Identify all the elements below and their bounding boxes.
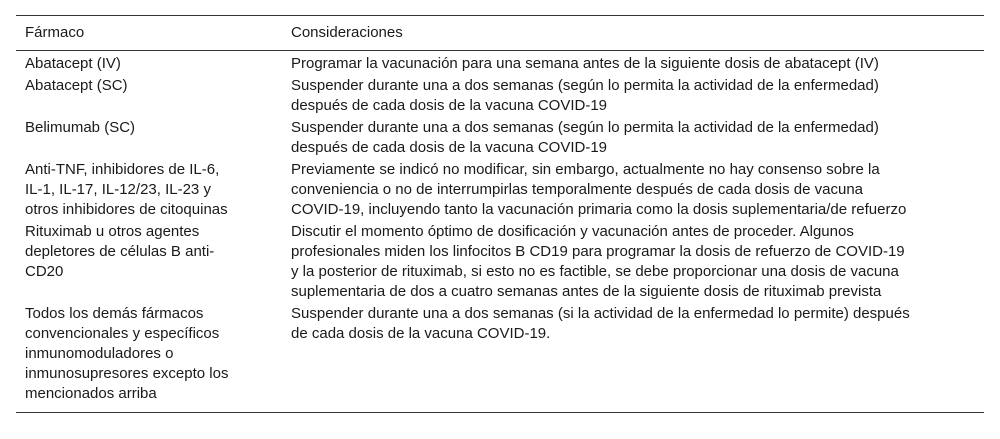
cell-line: Anti-TNF, inhibidores de IL-6, [25,161,220,178]
cell-line: Todos los demás fármacos [25,305,204,322]
cell-line: Suspender durante una a dos semanas (si la actividad de la enfermedad lo permite) después [291,305,910,322]
cell-line: mencionados arriba [25,385,157,402]
considerations-cell [281,51,984,77]
cell-line: inmunomoduladores o [25,345,174,362]
cell-line: Abatacept (SC) [25,77,128,94]
cell-line: Suspender durante una a dos semanas (según lo permita la actividad de la enfermedad) [291,77,879,94]
header-drug: Fármaco [16,16,281,51]
drug-cell [16,76,281,118]
considerations-cell [281,118,984,160]
cell-line: de cada dosis de la vacuna COVID-19. [291,325,551,342]
considerations-cell [281,222,984,304]
drug-cell [16,118,281,160]
cell-line: convencionales y específicos [25,325,220,342]
cell-line: inmunosupresores excepto los [25,365,229,382]
table-row [16,304,984,413]
table-row [16,118,984,160]
cell-line: Abatacept (IV) [25,55,121,72]
table-row [16,76,984,118]
drug-cell [16,222,281,304]
cell-line: Rituximab u otros agentes [25,223,200,240]
table-header-row [16,16,984,51]
considerations-cell [281,160,984,222]
cell-line: Belimumab (SC) [25,119,136,136]
cell-line: COVID-19, incluyendo tanto la vacunación primaria como la dosis suplementaria/de refuerzo [291,201,907,218]
cell-line: y la posterior de rituximab, si esto no es factible, se debe proporcionar una dosis de vacuna [291,263,899,280]
header-considerations: Consideraciones [281,16,984,51]
table-row [16,160,984,222]
considerations-cell [281,76,984,118]
table-row [16,51,984,77]
drug-cell [16,51,281,77]
cell-line: depletores de células B anti- [25,243,215,260]
cell-line: CD20 [25,263,64,280]
cell-line: Discutir el momento óptimo de dosificación y vacunación antes de proceder. Algunos [291,223,854,240]
cell-line: Previamente se indicó no modificar, sin embargo, actualmente no hay consenso sobre la [291,161,880,178]
cell-line: Programar la vacunación para una semana antes de la siguiente dosis de abatacept (IV) [291,55,879,72]
table-row [16,222,984,304]
drug-cell [16,160,281,222]
cell-line: conveniencia o no de interrumpirlas temporalmente después de cada dosis de vacuna [291,181,864,198]
cell-line: profesionales miden los linfocitos B CD19 para programar la dosis de refuerzo de COVID-19 [291,243,905,260]
drug-considerations-table [16,15,984,413]
cell-line: suplementaria de dos a cuatro semanas antes de la siguiente dosis de rituximab prevista [291,283,882,300]
drug-cell [16,304,281,413]
cell-line: después de cada dosis de la vacuna COVID-19 [291,139,608,156]
cell-line: Suspender durante una a dos semanas (según lo permita la actividad de la enfermedad) [291,119,879,136]
cell-line: IL-1, IL-17, IL-12/23, IL-23 y [25,181,211,198]
cell-line: después de cada dosis de la vacuna COVID-19 [291,97,608,114]
considerations-cell [281,304,984,413]
cell-line: otros inhibidores de citoquinas [25,201,228,218]
drug-considerations-table-container [16,15,984,413]
